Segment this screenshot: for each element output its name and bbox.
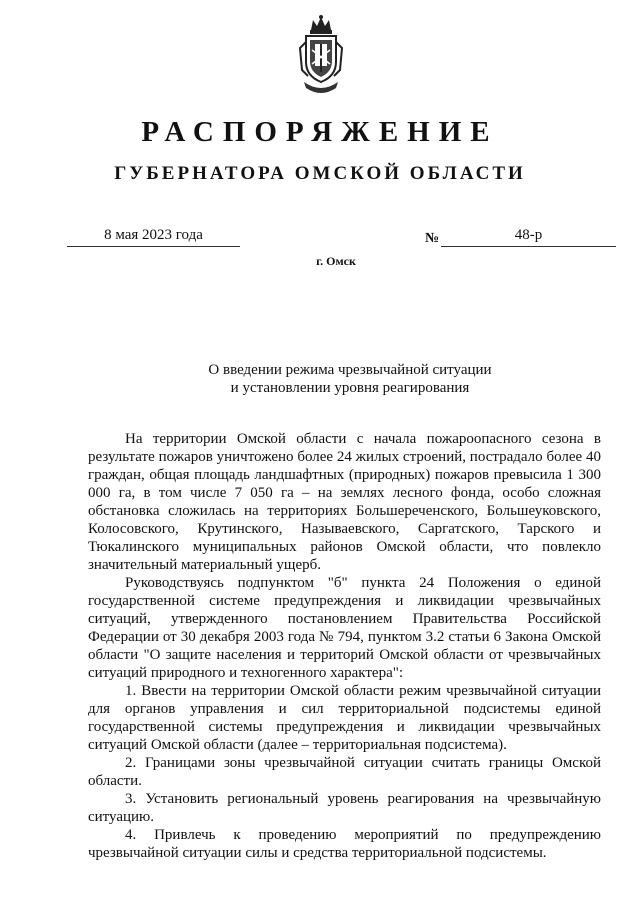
document-subject	[0, 361, 640, 397]
document-body	[88, 430, 601, 862]
number-label: №	[425, 231, 440, 246]
document-issuer: ГУБЕРНАТОРА ОМСКОЙ ОБЛАСТИ	[114, 163, 526, 184]
paragraph-preamble: На территории Омской области с начала пожароопасного сезона в результате пожаров уничтожено более 24 жилых строений, пострадало более 40 граждан, общая площадь ландшафтных (природных) пожаров превысила 1 300 000 га, в том числе 7 050 га – на землях лесного фонда, особо сложная обстановка сложилась на территориях Большереченского, Большеуковского, Колосовского, Крутинского, Называевского, Саргатского, Тарского и Тюкалинского муниципальных районов Омской области, что повлекло значительный материальный ущерб.	[88, 431, 601, 573]
subject-line-1: О введении режима чрезвычайной ситуации	[208, 362, 492, 378]
document-title: РАСПОРЯЖЕНИЕ	[141, 116, 499, 148]
paragraph-item-2: 2. Границами зоны чрезвычайной ситуации считать границы Омской области.	[88, 755, 601, 789]
document-city: г. Омск	[316, 254, 356, 268]
subject-line-2: и установлении уровня реагирования	[230, 380, 470, 396]
document-number: 48-р	[441, 226, 616, 247]
paragraph-item-1: 1. Ввести на территории Омской области режим чрезвычайной ситуации для органов управления и сил территориальной подсистемы единой государственной системы предупреждения и ликвидации чрезвычайных ситуаций Омской области (далее – территориальная подсистема).	[88, 683, 601, 753]
coat-of-arms-icon	[298, 14, 344, 100]
paragraph-legal-basis: Руководствуясь подпунктом "б" пункта 24 Положения о единой государственной системе предупреждения и ликвидации чрезвычайных ситуаций, утвержденного постановлением Правительства Российской Федерации от 30 декабря 2003 года № 794, пунктом 3.2 статьи 6 Закона Омской области "О защите населения и территорий Омской области от чрезвычайных ситуаций природного и техногенного характера":	[88, 575, 601, 681]
document-date: 8 мая 2023 года	[67, 226, 240, 247]
paragraph-item-4: 4. Привлечь к проведению мероприятий по предупреждению чрезвычайной ситуации силы и средства территориальной подсистемы.	[88, 827, 601, 861]
paragraph-item-3: 3. Установить региональный уровень реагирования на чрезвычайную ситуацию.	[88, 791, 601, 825]
